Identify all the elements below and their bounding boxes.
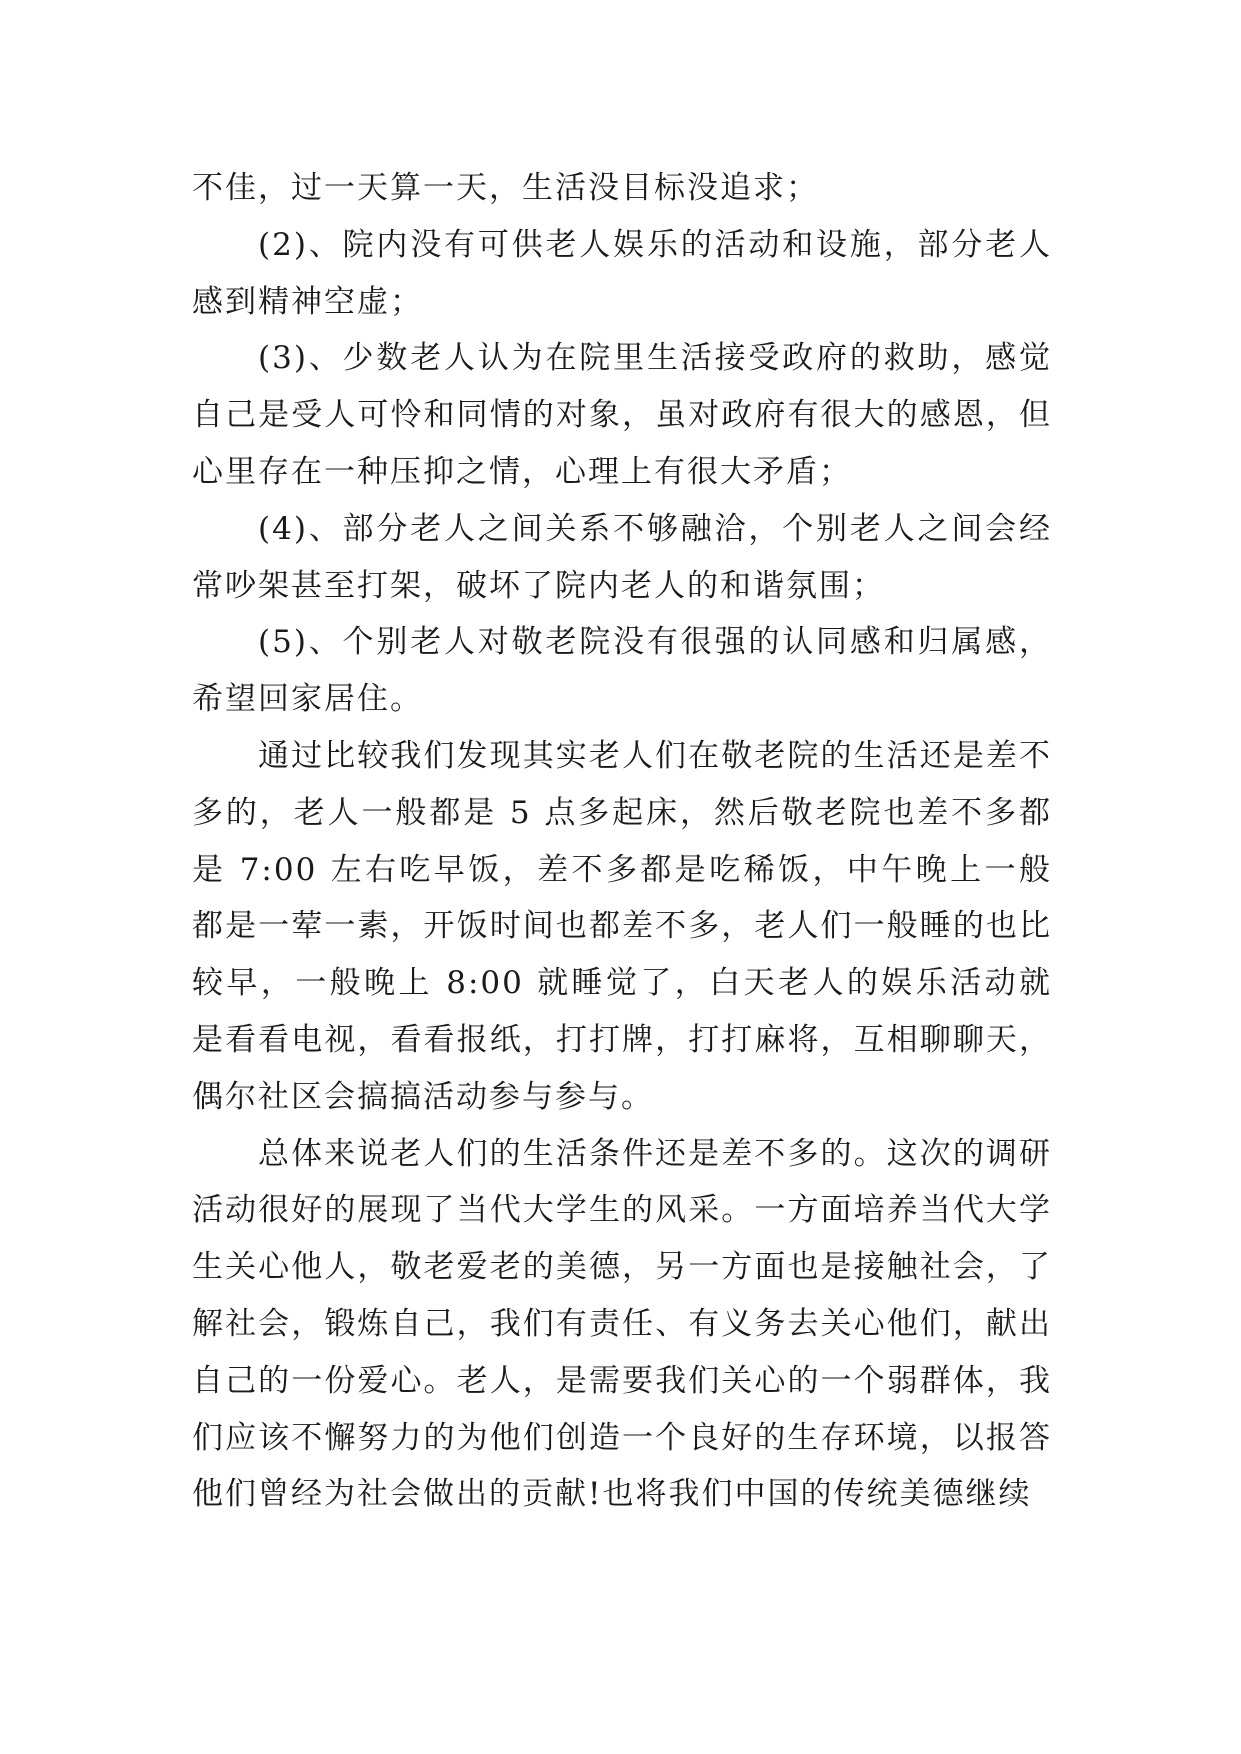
paragraph-item-3: (3)、少数老人认为在院里生活接受政府的救助，感觉自己是受人可怜和同情的对象，虽对政府有很大的感恩，但心里存在一种压抑之情，心理上有很大矛盾； [192, 340, 1052, 490]
paragraph-summary: 总体来说老人们的生活条件还是差不多的。这次的调研活动很好的展现了当代大学生的风采。一方面培养当代大学生关心他人，敬老爱老的美德，另一方面也是接触社会，了解社会，锻炼自己，我们有责任、有义务去关心他们，献出自己的一份爱心。老人，是需要我们关心的一个弱群体，我们应该不懈努力的为他们创造一个良好的生存环境，以报答他们曾经为社会做出的贡献!也将我们中国的传统美德继续 [192, 1135, 1052, 1513]
paragraph-item-2: (2)、院内没有可供老人娱乐的活动和设施，部分老人感到精神空虚； [192, 226, 1052, 320]
paragraph-item-4: (4)、部分老人之间关系不够融洽，个别老人之间会经常吵架甚至打架，破坏了院内老人的和谐氛围； [192, 510, 1052, 604]
paragraph-continuation: 不佳，过一天算一天，生活没目标没追求； [192, 170, 819, 206]
paragraph-item-5: (5)、个别老人对敬老院没有很强的认同感和归属感，希望回家居住。 [192, 624, 1052, 718]
paragraph-comparison: 通过比较我们发现其实老人们在敬老院的生活还是差不多的，老人一般都是 5 点多起床，然后敬老院也差不多都是 7:00 左右吃早饭，差不多都是吃稀饭，中午晚上一般都是一荤一素，开饭时间也都差不多，老人们一般睡的也比较早，一般晚上 8:00 就睡觉了，白天老人的娱乐活动就是看看电视，看看报纸，打打牌，打打麻将，互相聊聊天，偶尔社区会搞搞活动参与参与。 [192, 737, 1052, 1115]
document-body [192, 160, 1052, 1523]
